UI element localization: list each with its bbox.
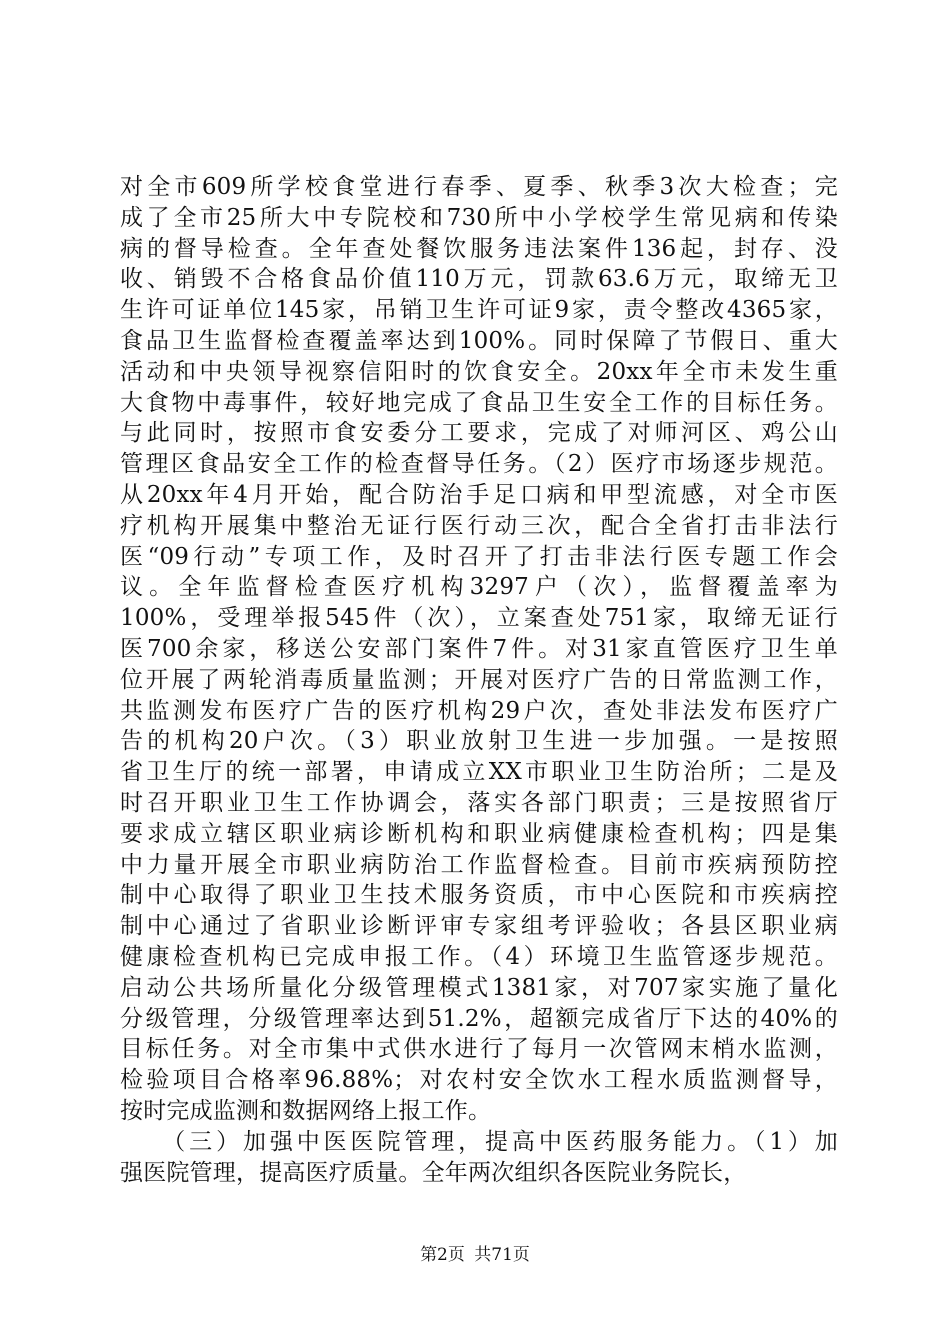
text-line: 中力量开展全市职业病防治工作监督检查。目前市疾病预防控 <box>120 851 838 878</box>
text-line: 目标任务。对全市集中式供水进行了每月一次管网末梢水监测， <box>120 1036 838 1063</box>
page-number: 第2页 <box>420 1245 465 1265</box>
text-line: 与此同时，按照市食安委分工要求，完成了对师河区、鸡公山 <box>120 420 838 447</box>
page-footer <box>0 1244 950 1266</box>
text-line: 启动公共场所量化分级管理模式1381家，对707家实施了量化 <box>120 974 838 1001</box>
text-line: 共监测发布医疗广告的医疗机构29户次，查处非法发布医疗广 <box>120 697 838 724</box>
body-text <box>120 172 838 1188</box>
text-line: 医700余家，移送公安部门案件7件。对31家直管医疗卫生单 <box>120 635 838 662</box>
text-line: 时召开职业卫生工作协调会，落实各部门职责；三是按照省厅 <box>120 789 838 816</box>
text-line: 管理区食品安全工作的检查督导任务。（2）医疗市场逐步规范。 <box>120 451 838 478</box>
text-line: 要求成立辖区职业病诊断机构和职业病健康检查机构；四是集 <box>120 820 838 847</box>
text-line: 分级管理，分级管理率达到51.2%，超额完成省厅下达的40%的 <box>120 1005 838 1032</box>
text-line: 从20xx年4月开始，配合防治手足口病和甲型流感，对全市医 <box>120 481 838 508</box>
text-line: 议。全年监督检查医疗机构3297户（次），监督覆盖率为 <box>120 574 838 601</box>
text-line: 生许可证单位145家，吊销卫生许可证9家，责令整改4365家， <box>120 297 838 324</box>
text-line: （三）加强中医医院管理，提高中医药服务能力。（1）加 <box>120 1128 838 1155</box>
text-line: 健康检查机构已完成申报工作。（4）环境卫生监管逐步规范。 <box>120 943 838 970</box>
text-line: 强医院管理，提高医疗质量。全年两次组织各医院业务院长， <box>120 1159 747 1186</box>
text-line: 制中心通过了省职业诊断评审专家组考评验收；各县区职业病 <box>120 913 838 940</box>
text-line: 大食物中毒事件，较好地完成了食品卫生安全工作的目标任务。 <box>120 389 838 416</box>
text-line: 省卫生厅的统一部署，申请成立XX市职业卫生防治所；二是及 <box>120 759 838 786</box>
text-line: 制中心取得了职业卫生技术服务资质，市中心医院和市疾病控 <box>120 882 838 909</box>
text-line: 位开展了两轮消毒质量监测；开展对医疗广告的日常监测工作， <box>120 666 838 693</box>
text-line: 疗机构开展集中整治无证行医行动三次，配合全省打击非法行 <box>120 512 838 539</box>
text-line: 病的督导检查。全年查处餐饮服务违法案件136起，封存、没 <box>120 235 838 262</box>
text-line: 收、销毁不合格食品价值110万元，罚款63.6万元，取缔无卫 <box>120 266 838 293</box>
text-line: 对全市609所学校食堂进行春季、夏季、秋季3次大检查；完 <box>120 174 838 200</box>
text-line: 医“09行动”专项工作，及时召开了打击非法行医专题工作会 <box>120 543 838 570</box>
text-line: 成了全市25所大中专院校和730所中小学校学生常见病和传染 <box>120 204 838 231</box>
text-line: 100%，受理举报545件（次），立案查处751家，取缔无证行 <box>120 605 838 632</box>
text-line: 按时完成监测和数据网络上报工作。 <box>120 1097 492 1124</box>
page-total: 共71页 <box>474 1245 530 1265</box>
text-line: 告的机构20户次。（3）职业放射卫生进一步加强。一是按照 <box>120 728 838 755</box>
text-line: 食品卫生监督检查覆盖率达到100%。同时保障了节假日、重大 <box>120 327 838 354</box>
text-line: 活动和中央领导视察信阳时的饮食安全。20xx年全市未发生重 <box>120 358 838 385</box>
text-line: 检验项目合格率96.88%；对农村安全饮水工程水质监测督导， <box>120 1067 838 1094</box>
